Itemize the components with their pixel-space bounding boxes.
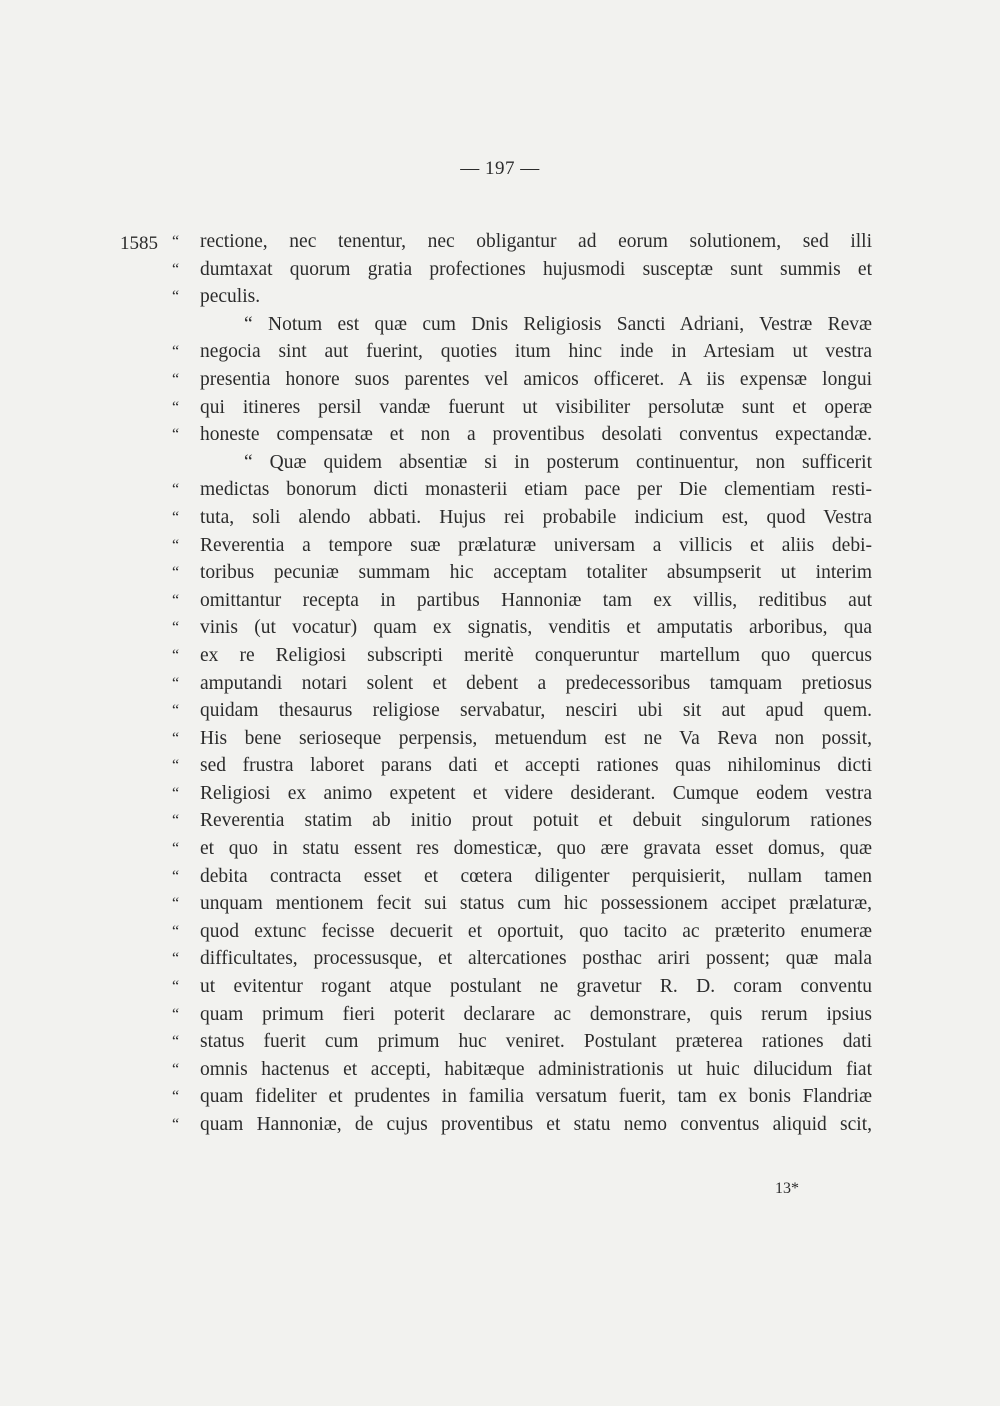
quote-mark: “: [172, 288, 180, 306]
quote-mark: “: [172, 729, 180, 747]
text-line: [172, 725, 872, 753]
line-text: peculis.: [200, 286, 261, 308]
text-line: [172, 973, 872, 1001]
quote-mark: “: [172, 867, 180, 885]
quote-mark: “: [172, 481, 180, 499]
text-line: [172, 504, 872, 532]
text-line: [172, 1111, 872, 1139]
quote-mark: “: [172, 1088, 180, 1106]
line-text: Reverentia a tempore suæ prælaturæ universam a villicis et aliis debi-: [200, 534, 872, 556]
line-text: medictas bonorum dicti monasterii etiam pace per Die clementiam resti-: [200, 479, 872, 501]
quote-mark: “: [172, 674, 180, 692]
quote-mark: “: [172, 260, 180, 278]
line-text: rectione, nec tenentur, nec obligantur ad eorum solutionem, sed illi: [200, 231, 872, 252]
line-text: Religiosi ex animo expetent et videre desiderant. Cumque eodem vestra: [200, 782, 872, 804]
text-line: [172, 642, 872, 670]
line-text: difficultates, processusque, et altercationes posthac ariri possent; quæ mala: [200, 948, 872, 970]
quote-mark: “: [172, 1116, 180, 1133]
text-line: [172, 311, 872, 339]
quote-mark: “: [172, 812, 180, 830]
line-text: “ Notum est quæ cum Dnis Religiosis Sancti Adriani, Vestræ Revæ: [244, 313, 872, 335]
text-line: [172, 835, 872, 863]
text-line: [172, 559, 872, 587]
line-text: omittantur recepta in partibus Hannoniæ tam ex villis, reditibus aut: [200, 589, 872, 611]
line-text: debita contracta esset et cœtera diligenter perquisierit, nullam tamen: [200, 865, 872, 887]
text-line: [172, 863, 872, 891]
quote-mark: “: [172, 564, 180, 582]
text-line: [172, 256, 872, 284]
text-line: [172, 1056, 872, 1084]
text-line: [172, 918, 872, 946]
quote-mark: “: [172, 398, 180, 416]
line-text: presentia honore suos parentes vel amicos officeret. A iis expensæ longui: [200, 368, 872, 390]
quote-mark: “: [172, 370, 180, 388]
quote-mark: “: [172, 508, 180, 526]
quote-mark: “: [172, 1033, 180, 1051]
line-text: ex re Religiosi subscripti meritè conqueruntur martellum quo quercus: [200, 644, 872, 666]
quote-mark: “: [172, 591, 180, 609]
text-line: [172, 1001, 872, 1029]
line-text: honeste compensatæ et non a proventibus desolati conventus expectandæ.: [200, 424, 872, 446]
quote-mark: “: [172, 702, 180, 720]
line-text: Reverentia statim ab initio prout potuit et debuit singulorum rationes: [200, 810, 872, 832]
margin-year: 1585: [120, 233, 158, 254]
page-number: — 197 —: [460, 158, 540, 179]
text-line: [172, 228, 872, 256]
line-text: quidam thesaurus religiose servabatur, nesciri ubi sit aut apud quem.: [200, 700, 872, 722]
line-text: ut evitentur rogant atque postulant ne gravetur R. D. coram conventu: [200, 976, 872, 998]
text-line: [172, 1083, 872, 1111]
quote-mark: “: [172, 536, 180, 554]
signature-mark: 13*: [775, 1180, 799, 1197]
line-text: His bene serioseque perpensis, metuendum est ne Va Reva non possit,: [200, 727, 872, 749]
line-text: qui itineres persil vandæ fuerunt ut visibiliter persolutæ sunt et operæ: [200, 396, 872, 418]
text-line: [172, 697, 872, 725]
line-text: et quo in statu essent res domesticæ, quo ære gravata esset domus, quæ: [200, 838, 872, 860]
line-text: dumtaxat quorum gratia profectiones hujusmodi susceptæ sunt summis et: [200, 258, 872, 280]
line-text: toribus pecuniæ summam hic acceptam totaliter absumpserit ut interim: [200, 562, 872, 584]
line-text: quam fideliter et prudentes in familia versatum fuerit, tam ex bonis Flandriæ: [200, 1086, 872, 1108]
text-line: [172, 807, 872, 835]
line-text: status fuerit cum primum huc veniret. Postulant præterea rationes dati: [200, 1031, 872, 1053]
quote-mark: “: [172, 426, 180, 444]
text-line: [172, 587, 872, 615]
quote-mark: “: [172, 619, 180, 637]
quote-mark: “: [172, 757, 180, 775]
quote-mark: “: [172, 646, 180, 664]
quote-mark: “: [172, 895, 180, 913]
text-line: [172, 532, 872, 560]
quote-mark: “: [172, 1060, 180, 1078]
text-line: [172, 394, 872, 422]
quote-mark: “: [172, 950, 180, 968]
line-text: quod extunc fecisse decuerit et oportuit, quo tacito ac præterito enumeræ: [200, 920, 872, 942]
line-text: sed frustra laboret parans dati et accepti rationes quas nihilominus dicti: [200, 755, 872, 777]
line-text: vinis (ut vocatur) quam ex signatis, venditis et amputatis arboribus, qua: [200, 617, 872, 639]
text-line: [172, 670, 872, 698]
text-line: [172, 449, 872, 477]
quote-mark: “: [172, 840, 180, 858]
line-text: unquam mentionem fecit sui status cum hic possessionem accipet prælaturæ,: [200, 893, 872, 915]
text-line: [172, 421, 872, 449]
line-text: “ Quæ quidem absentiæ si in posterum continuentur, non sufficerit: [244, 451, 872, 473]
quote-mark: “: [172, 922, 180, 940]
quote-mark: “: [172, 978, 180, 996]
text-line: [172, 366, 872, 394]
line-text: amputandi notari solent et debent a predecessoribus tamquam pretiosus: [200, 672, 872, 694]
line-text: quam primum fieri poterit declarare ac demonstrare, quis rerum ipsius: [200, 1003, 872, 1025]
quote-mark: “: [172, 1005, 180, 1023]
line-text: omnis hactenus et accepti, habitæque administrationis ut huic dilucidum fiat: [200, 1058, 872, 1080]
line-text: negocia sint aut fuerint, quoties itum hinc inde in Artesiam ut vestra: [200, 341, 872, 363]
quote-mark: “: [172, 784, 180, 802]
text-line: [172, 945, 872, 973]
text-line: [172, 890, 872, 918]
text-line: [172, 780, 872, 808]
quote-mark: “: [172, 343, 180, 361]
body-text: [172, 228, 872, 1139]
line-text: quam Hannoniæ, de cujus proventibus et statu nemo conventus aliquid scit,: [200, 1114, 872, 1135]
text-line: [172, 752, 872, 780]
text-line: [172, 1028, 872, 1056]
text-line: [172, 476, 872, 504]
line-text: tuta, soli alendo abbati. Hujus rei probabile indicium est, quod Vestra: [200, 506, 872, 528]
text-line: [172, 614, 872, 642]
text-line: [172, 283, 872, 311]
text-line: [172, 338, 872, 366]
quote-mark: “: [172, 233, 180, 250]
